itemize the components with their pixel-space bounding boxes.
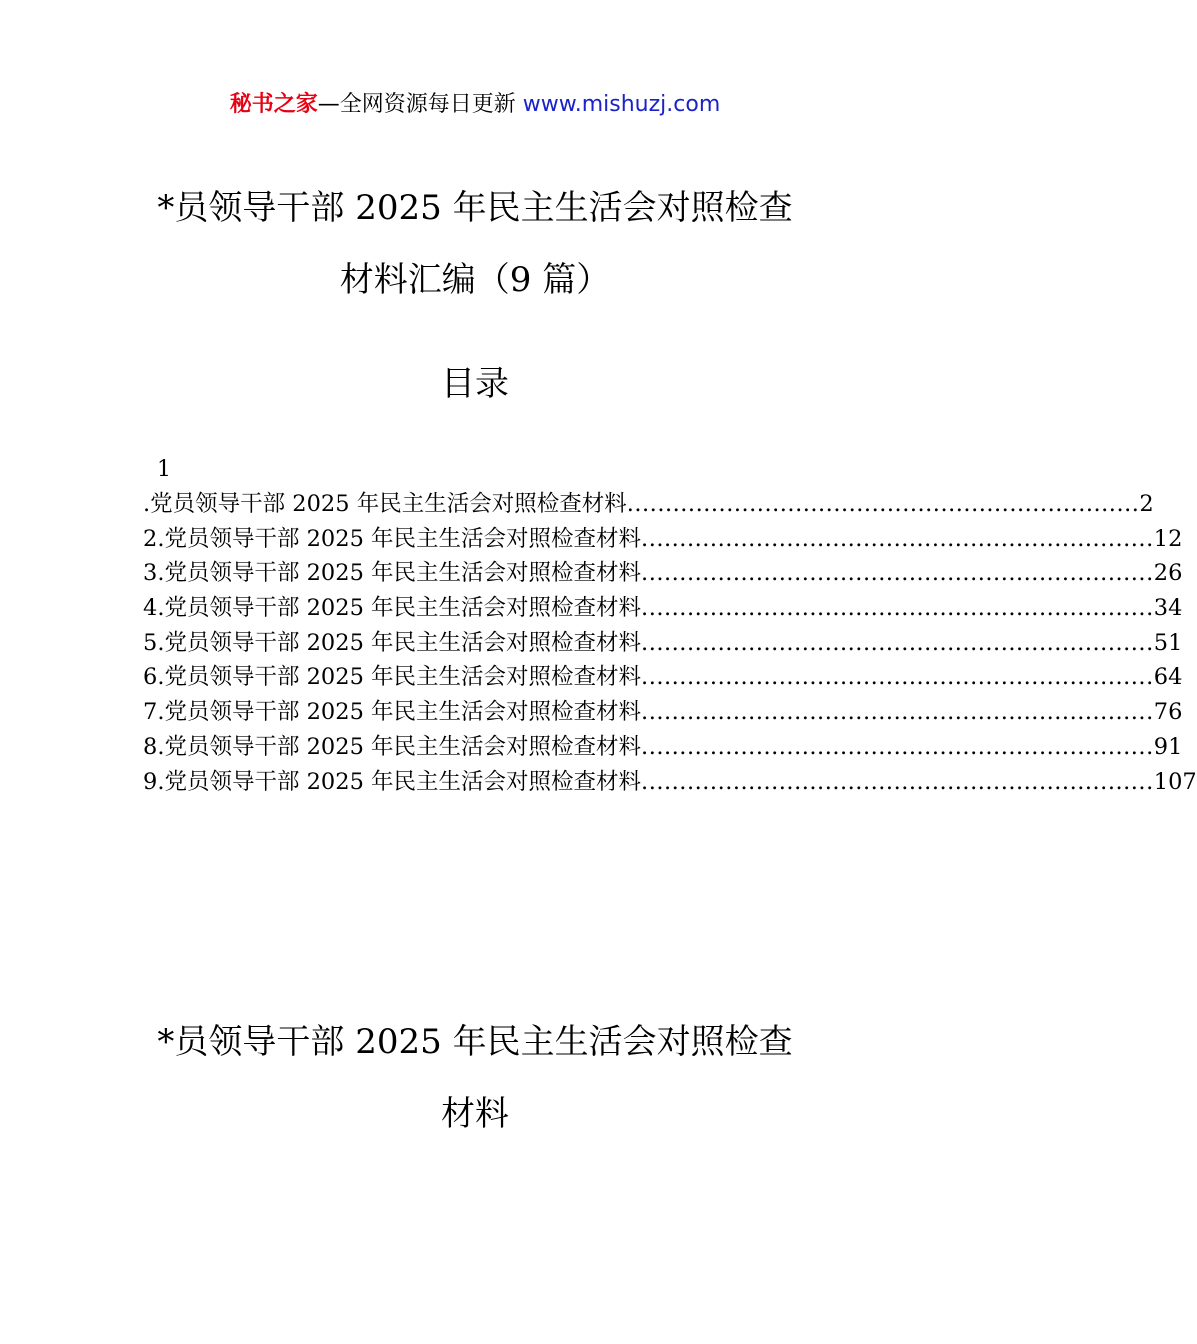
table-of-contents — [143, 489, 1197, 801]
toc-entry[interactable] — [143, 732, 1183, 767]
toc-entry-page: 64 — [1153, 664, 1183, 691]
toc-entry[interactable] — [143, 558, 1183, 593]
toc-entry-page: 76 — [1153, 699, 1183, 726]
toc-leader-dots: ................................................................... — [641, 629, 1154, 656]
toc-heading: 目录 — [441, 364, 509, 404]
toc-entry-page: 2 — [1139, 491, 1154, 517]
site-header — [0, 88, 950, 122]
toc-leader-dots: ................................................................... — [641, 699, 1154, 726]
toc-entry-title: .党员领导干部 2025 年民主生活会对照检查材料 — [143, 491, 627, 517]
toc-entry[interactable] — [143, 628, 1183, 663]
toc-entry[interactable] — [143, 524, 1183, 559]
toc-first-number: 1 — [157, 457, 171, 482]
toc-entry-title: 7.党员领导干部 2025 年民主生活会对照检查材料 — [143, 699, 642, 726]
toc-entry-title: 3.党员领导干部 2025 年民主生活会对照检查材料 — [143, 560, 642, 587]
toc-entry-title: 2.党员领导干部 2025 年民主生活会对照检查材料 — [143, 525, 642, 552]
section-title-line-1: *员领导干部 2025 年民主生活会对照检查 — [157, 1022, 793, 1062]
header-slogan: —全网资源每日更新 — [317, 92, 516, 117]
toc-entry[interactable] — [143, 662, 1183, 697]
section-title-line-2: 材料 — [441, 1094, 509, 1134]
toc-entry[interactable] — [143, 767, 1197, 802]
toc-leader-dots: ................................................................... — [641, 560, 1154, 587]
toc-leader-dots: ................................................................... — [641, 525, 1154, 552]
toc-entry-page: 91 — [1153, 733, 1183, 760]
toc-entry-page: 51 — [1153, 629, 1183, 656]
toc-entry-page: 26 — [1153, 560, 1183, 587]
toc-entry-title: 5.党员领导干部 2025 年民主生活会对照检查材料 — [143, 629, 642, 656]
toc-leader-dots: ................................................................... — [641, 664, 1154, 691]
toc-entry[interactable] — [143, 697, 1183, 732]
toc-entry-page: 12 — [1153, 525, 1183, 552]
toc-leader-dots: ................................................................... — [641, 733, 1154, 760]
toc-entry-title: 9.党员领导干部 2025 年民主生活会对照检查材料 — [143, 768, 642, 795]
toc-leader-dots: ................................................................... — [626, 491, 1140, 517]
document-title-line-1: *员领导干部 2025 年民主生活会对照检查 — [157, 188, 793, 228]
toc-entry-title: 4.党员领导干部 2025 年民主生活会对照检查材料 — [143, 595, 642, 622]
toc-entry-page: 34 — [1153, 595, 1183, 622]
brand-name: 秘书之家 — [229, 92, 318, 117]
toc-entry-title: 6.党员领导干部 2025 年民主生活会对照检查材料 — [143, 664, 642, 691]
site-url[interactable]: www.mishuzj.com — [522, 92, 721, 117]
toc-entry[interactable] — [143, 593, 1183, 628]
document-title-line-2: 材料汇编（9 篇） — [339, 260, 611, 300]
toc-leader-dots: ................................................................... — [641, 768, 1154, 795]
toc-entry[interactable] — [143, 489, 1154, 524]
toc-entry-title: 8.党员领导干部 2025 年民主生活会对照检查材料 — [143, 733, 642, 760]
toc-entry-page: 107 — [1153, 768, 1197, 795]
toc-leader-dots: ................................................................... — [641, 595, 1154, 622]
